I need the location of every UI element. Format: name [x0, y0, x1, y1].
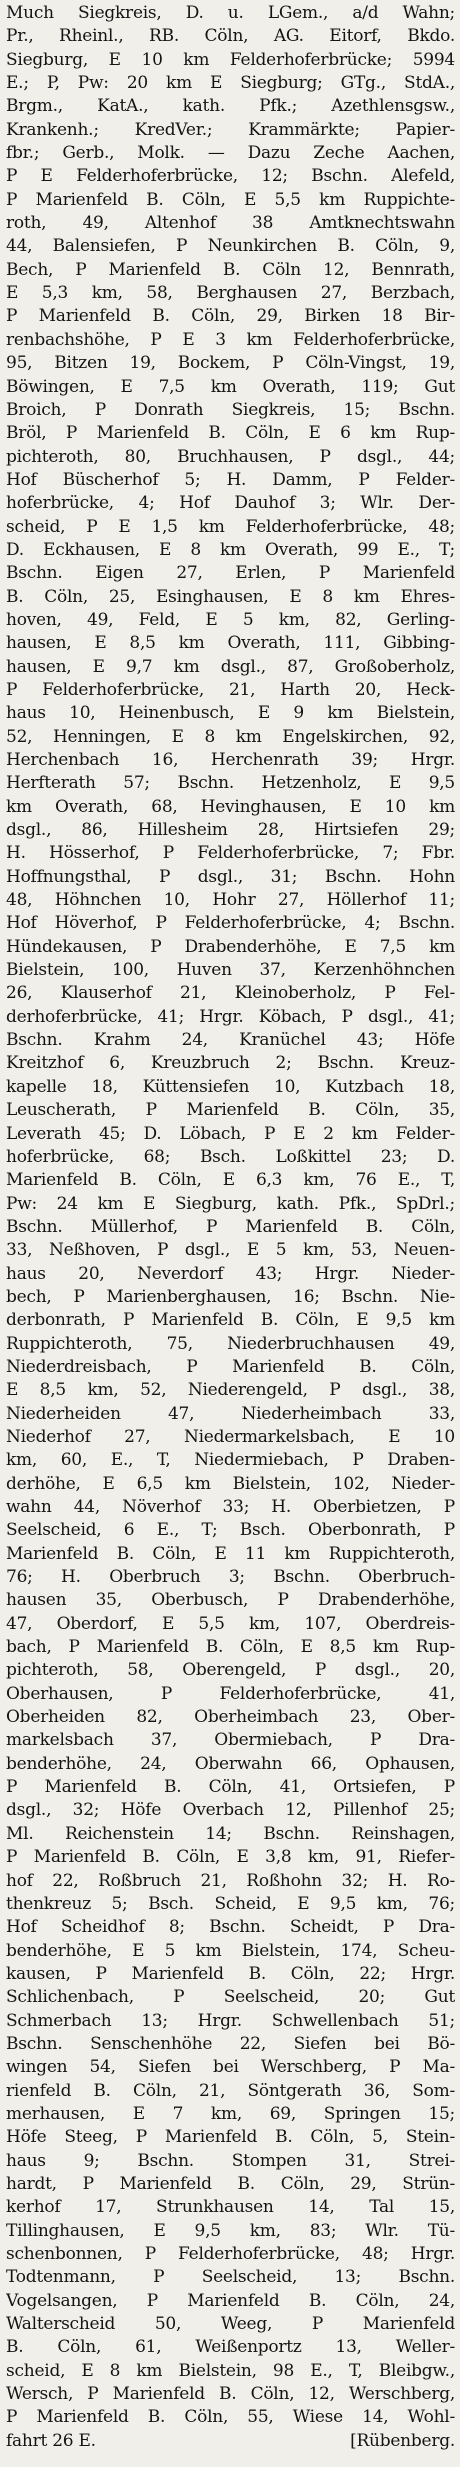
text-line: Bielstein, 100, Huven 37, Kerzenhöhnchen — [6, 960, 455, 981]
gazetteer-entry-much-siegkreis — [6, 2, 455, 2453]
text-line: Ruppichteroth, 75, Niederbruchhausen 49, — [6, 1333, 455, 1354]
text-line: scheid, E 8 km Bielstein, 98 E., T, Bleibgw., — [6, 2360, 455, 2381]
text-line: haus 20, Neverdorf 43; Hrgr. Nieder- — [6, 1263, 455, 1284]
text-line: Bschn. Krahm 24, Kranüchel 43; Höfe — [6, 1030, 455, 1051]
text-line: Leuscherath, P Marienfeld B. Cöln, 35, — [6, 1100, 455, 1121]
text-line: schenbonnen, P Felderhoferbrücke, 48; Hrgr. — [6, 2244, 455, 2264]
text-line: thenkreuz 5; Bsch. Scheid, E 9,5 km, 76; — [6, 1893, 455, 1914]
text-line: Herchenbach 16, Herchenrath 39; Hrgr. — [6, 750, 455, 770]
text-line: Hof Scheidhof 8; Bschn. Scheidt, P Dra- — [6, 1917, 455, 1938]
text-line: P E Felderhoferbrücke, 12; Bschn. Alefeld, — [6, 166, 455, 187]
text-line: benderhöhe, 24, Oberwahn 66, Ophausen, — [6, 1753, 455, 1774]
text-line-final — [6, 2430, 455, 2453]
text-line: hausen 35, Oberbusch, P Drabenderhöhe, — [6, 1590, 455, 1611]
text-line: B. Cöln, 61, Weißenportz 13, Weller- — [6, 2337, 455, 2358]
text-line: kerhof 17, Strunkhausen 14, Tal 15, — [6, 2197, 455, 2218]
text-line: Brgm., KatA., kath. Pfk.; Azethlensgsw., — [6, 96, 455, 117]
text-line: kausen, P Marienfeld B. Cöln, 22; Hrgr. — [6, 1963, 455, 1984]
text-line: renbachshöhe, P E 3 km Felderhoferbrücke, — [6, 329, 455, 350]
text-line: Marienfeld B. Cöln, E 11 km Ruppichteroth, — [6, 1543, 455, 1564]
text-line: Bech, P Marienfeld B. Cöln 12, Bennrath, — [6, 259, 455, 280]
text-line: Broich, P Donrath Siegkreis, 15; Bschn. — [6, 399, 455, 420]
text-line: hardt, P Marienfeld B. Cöln, 29, Strün- — [6, 2173, 455, 2194]
text-line: Schmerbach 13; Hrgr. Schwellenbach 51; — [6, 2010, 455, 2031]
text-line: hoferbrücke, 68; Bsch. Loßkittel 23; D. — [6, 1146, 455, 1167]
text-line: Oberhausen, P Felderhoferbrücke, 41, — [6, 1683, 455, 1704]
text-line: 47, Oberdorf, E 5,5 km, 107, Oberdreis- — [6, 1613, 455, 1634]
final-line-text: fahrt 26 E. — [6, 2430, 96, 2451]
text-line: Vogelsangen, P Marienfeld B. Cöln, 24, — [6, 2290, 455, 2311]
text-line: Bschn. Eigen 27, Erlen, P Marienfeld — [6, 563, 455, 584]
text-line: benderhöhe, E 5 km Bielstein, 174, Scheu- — [6, 1940, 455, 1961]
text-line: merhausen, E 7 km, 69, Springen 15; — [6, 2103, 455, 2124]
text-line: Walterscheid 50, Weeg, P Marienfeld — [6, 2314, 455, 2335]
text-line: wingen 54, Siefen bei Werschberg, P Ma- — [6, 2057, 455, 2078]
text-line: km, 60, E., T, Niedermiebach, P Draben- — [6, 1450, 455, 1471]
text-line: Marienfeld B. Cöln, E 6,3 km, 76 E., T, — [6, 1170, 455, 1191]
text-line: P Marienfeld B. Cöln, 41, Ortsiefen, P — [6, 1777, 455, 1798]
text-line: Tillinghausen, E 9,5 km, 83; Wlr. Tü- — [6, 2220, 455, 2241]
text-line: Niederdreisbach, P Marienfeld B. Cöln, — [6, 1356, 455, 1377]
text-line: Böwingen, E 7,5 km Overath, 119; Gut — [6, 376, 455, 397]
text-line: B. Cöln, 25, Esinghausen, E 8 km Ehres- — [6, 586, 455, 607]
text-line: derhöhe, E 6,5 km Bielstein, 102, Nieder- — [6, 1473, 455, 1494]
text-line: derbonrath, P Marienfeld B. Cöln, E 9,5 km — [6, 1310, 455, 1331]
text-line: P Marienfeld B. Cöln, 29, Birken 18 Bir- — [6, 306, 455, 327]
text-line: hoven, 49, Feld, E 5 km, 82, Gerling- — [6, 609, 455, 630]
text-line: Bschn. Müllerhof, P Marienfeld B. Cöln, — [6, 1216, 455, 1237]
text-line: Pw: 24 km E Siegburg, kath. Pfk., SpDrl.; — [6, 1193, 455, 1214]
text-line: 48, Höhnchen 10, Hohr 27, Höllerhof 11; — [6, 890, 455, 911]
text-line: hausen, E 8,5 km Overath, 111, Gibbing- — [6, 633, 455, 654]
text-line: Hoffnungsthal, P dsgl., 31; Bschn. Hohn — [6, 866, 455, 887]
text-line: Hündekausen, P Drabenderhöhe, E 7,5 km — [6, 936, 455, 957]
text-line: haus 10, Heinenbusch, E 9 km Bielstein, — [6, 703, 455, 724]
text-line: km Overath, 68, Hevinghausen, E 10 km — [6, 796, 455, 817]
text-line: P Marienfeld B. Cöln, E 3,8 km, 91, Riefer- — [6, 1847, 455, 1868]
text-line: Hof Büscherhof 5; H. Damm, P Felder- — [6, 469, 455, 490]
text-line: Bschn. Senschenhöhe 22, Siefen bei Bö- — [6, 2033, 455, 2054]
text-line: Kreitzhof 6, Kreuzbruch 2; Bschn. Kreuz- — [6, 1053, 455, 1074]
text-line: 76; H. Oberbruch 3; Bschn. Oberbruch- — [6, 1567, 455, 1588]
text-line: scheid, P E 1,5 km Felderhoferbrücke, 48; — [6, 516, 455, 537]
text-line: dsgl., 86, Hillesheim 28, Hirtsiefen 29; — [6, 820, 455, 841]
text-line: hoferbrücke, 4; Hof Dauhof 3; Wlr. Der- — [6, 493, 455, 514]
text-line: kapelle 18, Küttensiefen 10, Kutzbach 18, — [6, 1076, 455, 1097]
text-line: P Felderhoferbrücke, 21, Harth 20, Heck- — [6, 679, 455, 700]
text-line: E.; P, Pw: 20 km E Siegburg; GTg., StdA., — [6, 73, 455, 94]
text-line: Bröl, P Marienfeld B. Cöln, E 6 km Rup- — [6, 423, 455, 444]
text-line: markelsbach 37, Obermiebach, P Dra- — [6, 1730, 455, 1751]
text-line: Todtenmann, P Seelscheid, 13; Bschn. — [6, 2267, 455, 2288]
text-line: fbr.; Gerb., Molk. — Dazu Zeche Aachen, — [6, 143, 455, 164]
text-line: dsgl., 32; Höfe Overbach 12, Pillenhof 25; — [6, 1800, 455, 1821]
text-line: Hof Höverhof, P Felderhoferbrücke, 4; Bschn. — [6, 913, 455, 934]
text-line: Seelscheid, 6 E., T; Bsch. Oberbonrath, P — [6, 1520, 455, 1541]
text-line: derhoferbrücke, 41; Hrgr. Köbach, P dsgl., 41; — [6, 1006, 455, 1027]
text-line: Oberheiden 82, Oberheimbach 23, Ober- — [6, 1707, 455, 1728]
text-line: H. Hösserhof, P Felderhoferbrücke, 7; Fbr. — [6, 843, 455, 864]
text-line: Pr., Rheinl., RB. Cöln, AG. Eitorf, Bkdo. — [6, 26, 455, 47]
text-line: P Marienfeld B. Cöln, 55, Wiese 14, Wohl- — [6, 2407, 455, 2428]
text-line: D. Eckhausen, E 8 km Overath, 99 E., T; — [6, 539, 455, 560]
text-line: roth, 49, Altenhof 38 Amtknechtswahn — [6, 213, 455, 234]
next-entry-catchword: [Rübenberg. — [350, 2430, 455, 2451]
text-line: rienfeld B. Cöln, 21, Söntgerath 36, Som- — [6, 2080, 455, 2101]
text-line: P Marienfeld B. Cöln, E 5,5 km Ruppichte- — [6, 189, 455, 210]
text-line: hof 22, Roßbruch 21, Roßhohn 32; H. Ro- — [6, 1870, 455, 1891]
text-line: Höfe Steeg, P Marienfeld B. Cöln, 5, Stein- — [6, 2127, 455, 2148]
text-line: 26, Klauserhof 21, Kleinoberholz, P Fel- — [6, 983, 455, 1004]
text-line: Herfterath 57; Bschn. Hetzenholz, E 9,5 — [6, 773, 455, 794]
text-line: haus 9; Bschn. Stompen 31, Strei- — [6, 2150, 455, 2171]
text-line: Niederhof 27, Niedermarkelsbach, E 10 — [6, 1426, 455, 1447]
text-line: Ml. Reichenstein 14; Bschn. Reinshagen, — [6, 1823, 455, 1844]
text-line: pichteroth, 58, Oberengeld, P dsgl., 20, — [6, 1660, 455, 1681]
text-line: Siegburg, E 10 km Felderhoferbrücke; 5994 — [6, 49, 455, 70]
text-line: Niederheiden 47, Niederheimbach 33, — [6, 1403, 455, 1424]
text-line: Wersch, P Marienfeld B. Cöln, 12, Werschberg, — [6, 2384, 455, 2405]
text-line: bech, P Marienberghausen, 16; Bschn. Nie- — [6, 1286, 455, 1307]
text-line: Schlichenbach, P Seelscheid, 20; Gut — [6, 1987, 455, 2008]
text-line: wahn 44, Növerhof 33; H. Oberbietzen, P — [6, 1497, 455, 1517]
text-line: E 8,5 km, 52, Niederengeld, P dsgl., 38, — [6, 1380, 455, 1401]
text-line: Leverath 45; D. Löbach, P E 2 km Felder- — [6, 1123, 455, 1144]
text-line: Much Siegkreis, D. u. LGem., a/d Wahn; — [6, 3, 455, 23]
text-line: Krankenh.; KredVer.; Krammärkte; Papier- — [6, 119, 455, 140]
text-line: hausen, E 9,7 km dsgl., 87, Großoberholz, — [6, 656, 455, 677]
text-line: 33, Neßhoven, P dsgl., E 5 km, 53, Neuen- — [6, 1240, 455, 1261]
text-line: pichteroth, 80, Bruchhausen, P dsgl., 44; — [6, 446, 455, 467]
text-line: 44, Balensiefen, P Neunkirchen B. Cöln, 9, — [6, 236, 455, 257]
text-line: 95, Bitzen 19, Bockem, P Cöln-Vingst, 19, — [6, 353, 455, 374]
text-line: 52, Henningen, E 8 km Engelskirchen, 92, — [6, 726, 455, 747]
text-line: E 5,3 km, 58, Berghausen 27, Berzbach, — [6, 283, 455, 304]
text-line: bach, P Marienfeld B. Cöln, E 8,5 km Rup- — [6, 1637, 455, 1658]
